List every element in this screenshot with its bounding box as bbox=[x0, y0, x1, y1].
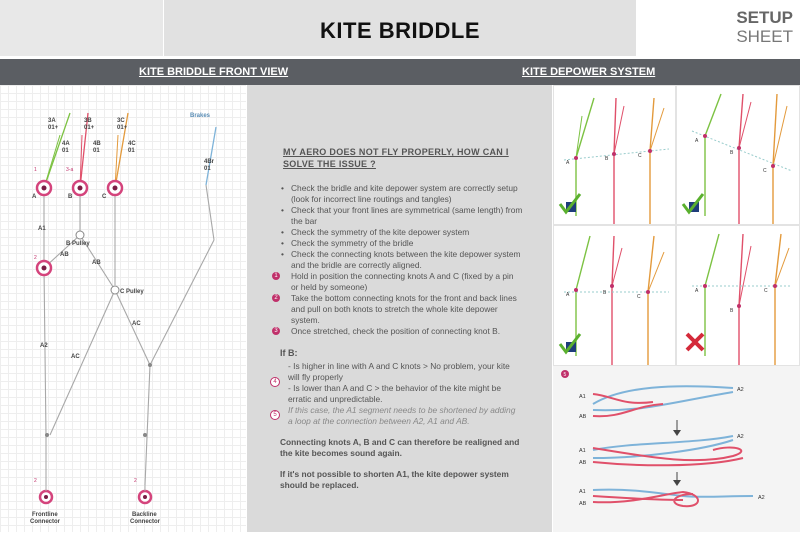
junction-back bbox=[143, 433, 147, 437]
sheet-label: SHEET bbox=[736, 27, 793, 46]
check-item: • Check the connecting knots between the kite depower system and the bridle are correctly aligned. bbox=[283, 249, 523, 271]
junction-ac bbox=[148, 363, 152, 367]
label-4b: 4B bbox=[93, 141, 101, 147]
b-pulley bbox=[76, 231, 84, 239]
bridle-diagram-panel bbox=[0, 85, 246, 532]
marker-2-ab: 2 bbox=[34, 255, 37, 261]
depower-illustration bbox=[554, 86, 675, 224]
if-b-item: - Is lower than A and C > the behavior of the kite might be erratic and unpredictable. bbox=[288, 383, 501, 404]
label-ac-2: AC bbox=[71, 354, 80, 360]
step-number-badge: 1 bbox=[272, 272, 280, 280]
label-a1: A1 bbox=[579, 489, 586, 495]
label-brakes: Brakes bbox=[190, 113, 211, 119]
label-a1: A1 bbox=[579, 394, 586, 400]
label-c: C bbox=[637, 294, 641, 300]
label-3a: 3A bbox=[48, 118, 56, 124]
check-item: • Check the bridle and kite depower system are correctly setup (look for incorrect line routings and tangles) bbox=[283, 183, 523, 205]
label-a1: A1 bbox=[38, 226, 46, 232]
conclusion-replace: If it's not possible to shorten A1, the kite depower system should be replaced. bbox=[280, 469, 509, 490]
label-3c-sub: 01+ bbox=[117, 125, 128, 131]
page-title: KITE BRIDDLE bbox=[320, 18, 480, 43]
side-number-4: 4 bbox=[270, 377, 280, 387]
instructions-heading: MY AERO DOES NOT FLY PROPERLY, HOW CAN I SOLVE THE ISSUE ? bbox=[283, 147, 509, 169]
check-list bbox=[274, 183, 523, 337]
label-ab: AB bbox=[579, 501, 587, 507]
knot-a bbox=[37, 181, 51, 195]
label-3b-sub: 01+ bbox=[84, 125, 95, 131]
step-item bbox=[274, 271, 523, 293]
label-knot-c: C bbox=[102, 194, 107, 200]
label-a1: A1 bbox=[579, 448, 586, 454]
label-ab-2: AB bbox=[92, 260, 101, 266]
depower-illustration bbox=[554, 226, 675, 365]
setup-label: SETUP bbox=[736, 8, 793, 27]
label-4c: 4C bbox=[128, 141, 136, 147]
arrow-down-icon bbox=[673, 480, 681, 486]
label-a: A bbox=[695, 138, 699, 144]
knot-ab bbox=[37, 261, 51, 275]
section-band bbox=[0, 59, 800, 85]
depower-illustration bbox=[677, 86, 799, 224]
label-ac: AC bbox=[132, 321, 141, 327]
marker-3a: 3-a bbox=[66, 167, 74, 173]
check-item: • Check the symmetry of the bridle bbox=[283, 238, 523, 249]
c-pulley bbox=[111, 286, 119, 294]
check-icon bbox=[683, 194, 703, 212]
label-4br: 4Br bbox=[204, 159, 215, 165]
label-3c: 3C bbox=[117, 118, 125, 124]
label-knot-b: B bbox=[68, 194, 73, 200]
label-4br-sub: 01 bbox=[204, 166, 211, 172]
label-b: B bbox=[730, 308, 734, 314]
knot-illustration bbox=[553, 366, 800, 532]
step-text: Take the bottom connecting knots for the front and back lines and pull on both knots to stretch the whole kite depower system. bbox=[291, 293, 517, 325]
label-c-pulley: C Pulley bbox=[120, 289, 144, 295]
label-a: A bbox=[566, 292, 570, 298]
check-icon bbox=[560, 194, 580, 212]
depower-cell-3 bbox=[553, 225, 676, 366]
knot-shortening-panel bbox=[553, 366, 800, 532]
side-number-5: 5 bbox=[270, 410, 280, 420]
label-c: C bbox=[764, 288, 768, 294]
knot-panel-number: 5 bbox=[563, 372, 567, 378]
knot-b bbox=[73, 181, 87, 195]
label-ab: AB bbox=[579, 414, 587, 420]
label-c: C bbox=[638, 153, 642, 159]
label-a: A bbox=[695, 288, 699, 294]
cross-icon bbox=[687, 334, 703, 350]
check-item: • Check that your front lines are symmetrical (same length) from the bar bbox=[283, 205, 523, 227]
instructions-text bbox=[274, 146, 523, 337]
line-brakes bbox=[206, 127, 216, 185]
if-b-item: - Is higher in line with A and C knots > No problem, your kite will fly properly bbox=[288, 361, 510, 382]
label-3a-sub: 01+ bbox=[48, 125, 59, 131]
frontline-connector-ring bbox=[40, 491, 52, 503]
step-number-badge: 2 bbox=[272, 294, 280, 302]
front-view-title: KITE BRIDDLE FRONT VIEW bbox=[139, 66, 289, 78]
label-4a: 4A bbox=[62, 141, 70, 147]
marker-2-front: 2 bbox=[34, 478, 37, 484]
label-backline: Backline bbox=[132, 512, 157, 518]
label-backline-connector: Connector bbox=[130, 519, 160, 525]
depower-system-title: KITE DEPOWER SYSTEM bbox=[522, 66, 656, 78]
marker-2-back: 2 bbox=[134, 478, 137, 484]
label-b: B bbox=[603, 290, 607, 296]
depower-cell-2 bbox=[676, 85, 800, 225]
check-icon bbox=[560, 334, 580, 352]
step-item bbox=[274, 293, 523, 326]
label-ab: AB bbox=[60, 252, 69, 258]
step-number-badge: 3 bbox=[272, 327, 280, 335]
label-b: B bbox=[730, 150, 734, 156]
marker-1: 1 bbox=[34, 167, 37, 173]
label-4a-sub: 01 bbox=[62, 148, 69, 154]
depower-cell-4 bbox=[676, 225, 800, 366]
depower-illustration bbox=[677, 226, 799, 365]
label-a2: A2 bbox=[40, 343, 48, 349]
label-knot-a: A bbox=[32, 194, 37, 200]
step-text: Once stretched, check the position of connecting knot B. bbox=[291, 326, 501, 336]
backline-connector-ring bbox=[139, 491, 151, 503]
step-text: Hold in position the connecting knots A and C (fixed by a pin or held by someone) bbox=[291, 271, 514, 292]
label-frontline: Frontline bbox=[32, 512, 58, 518]
label-4c-sub: 01 bbox=[128, 148, 135, 154]
label-4b-sub: 01 bbox=[93, 148, 100, 154]
italic-note: If this case, the A1 segment needs to be shortened by adding a loop at the connection between A2, A1 and AB. bbox=[288, 405, 516, 426]
step-item bbox=[274, 326, 523, 337]
label-c: C bbox=[763, 168, 767, 174]
label-3b: 3B bbox=[84, 118, 92, 124]
line-4a bbox=[44, 135, 60, 188]
if-b-heading: If B: bbox=[280, 348, 298, 358]
label-a2: A2 bbox=[737, 387, 744, 393]
label-a: A bbox=[566, 160, 570, 166]
knot-c bbox=[108, 181, 122, 195]
label-a2: A2 bbox=[758, 495, 765, 501]
bridle-diagram bbox=[0, 85, 246, 532]
conclusion-realign: Connecting knots A, B and C can therefore be realigned and the kite becomes sound again. bbox=[280, 437, 520, 458]
label-b: B bbox=[605, 156, 609, 162]
label-b-pulley: B Pulley bbox=[66, 241, 90, 247]
check-item: • Check the symmetry of the kite depower system bbox=[283, 227, 523, 238]
label-ab: AB bbox=[579, 460, 587, 466]
if-b-section bbox=[280, 348, 520, 427]
label-a2: A2 bbox=[737, 434, 744, 440]
header-left-block bbox=[0, 0, 163, 56]
junction-a2 bbox=[45, 433, 49, 437]
depower-cell-1 bbox=[553, 85, 676, 225]
arrow-down-icon bbox=[673, 430, 681, 436]
label-frontline-connector: Connector bbox=[30, 519, 60, 525]
